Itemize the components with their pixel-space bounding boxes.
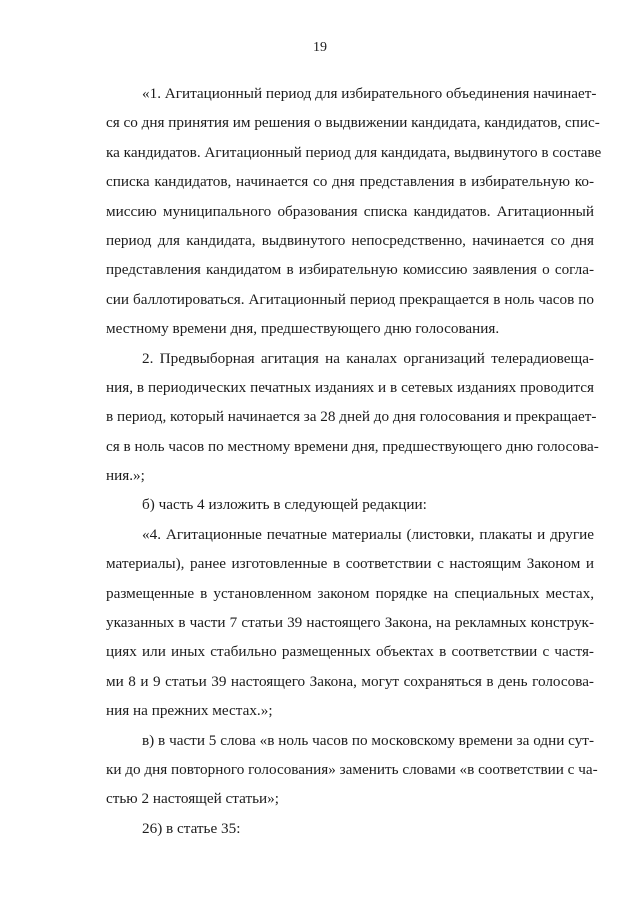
- text-line: б) часть 4 изложить в следующей редакции:: [142, 496, 427, 514]
- text-line: ния на прежних местах.»;: [106, 702, 273, 720]
- text-line: ния, в периодических печатных изданиях и в сетевых изданиях проводится: [106, 378, 594, 396]
- text-line: в период, который начинается за 28 дней до дня голосования и прекращает-: [106, 408, 597, 426]
- page-number: 19: [313, 40, 327, 55]
- text-line: сии баллотироваться. Агитационный период прекращается в ноль часов по: [106, 290, 594, 308]
- text-line: представления кандидатом в избирательную комиссию заявления о согла-: [106, 261, 594, 279]
- text-line: ся в ноль часов по местному времени дня, предшествующего дню голосова-: [106, 437, 599, 455]
- text-line: «4. Агитационные печатные материалы (листовки, плакаты и другие: [142, 525, 594, 543]
- text-line: 2. Предвыборная агитация на каналах организаций телерадиовеща-: [142, 349, 594, 367]
- text-line: ся со дня принятия им решения о выдвижении кандидата, кандидатов, спис-: [106, 114, 600, 132]
- text-line: стью 2 настоящей статьи»;: [106, 790, 279, 808]
- text-line: ка кандидатов. Агитационный период для кандидата, выдвинутого в составе: [106, 143, 602, 161]
- text-line: циях или иных стабильно размещенных объектах в соответствии с частя-: [106, 643, 594, 661]
- text-line: списка кандидатов, начинается со дня представления в избирательную ко-: [106, 173, 594, 191]
- text-line: период для кандидата, выдвинутого непосредственно, начинается со дня: [106, 231, 594, 249]
- text-line: местному времени дня, предшествующего дню голосования.: [106, 320, 500, 338]
- text-line: в) в части 5 слова «в ноль часов по московскому времени за одни сут-: [142, 731, 594, 749]
- document-body: [106, 79, 602, 843]
- text-line: указанных в части 7 статьи 39 настоящего Закона, на рекламных конструк-: [106, 614, 594, 632]
- text-line: ми 8 и 9 статьи 39 настоящего Закона, могут сохраняться в день голосова-: [106, 672, 594, 690]
- text-line: миссию муниципального образования списка кандидатов. Агитационный: [106, 202, 594, 220]
- text-line: ки до дня повторного голосования» заменить словами «в соответствии с ча-: [106, 760, 598, 778]
- text-line: размещенные в установленном законом порядке на специальных местах,: [106, 584, 594, 602]
- text-line: материалы), ранее изготовленные в соответствии с настоящим Законом и: [106, 555, 594, 573]
- text-line: 26) в статье 35:: [142, 819, 241, 837]
- text-line: ния.»;: [106, 467, 145, 485]
- text-line: «1. Агитационный период для избирательного объединения начинает-: [142, 85, 597, 102]
